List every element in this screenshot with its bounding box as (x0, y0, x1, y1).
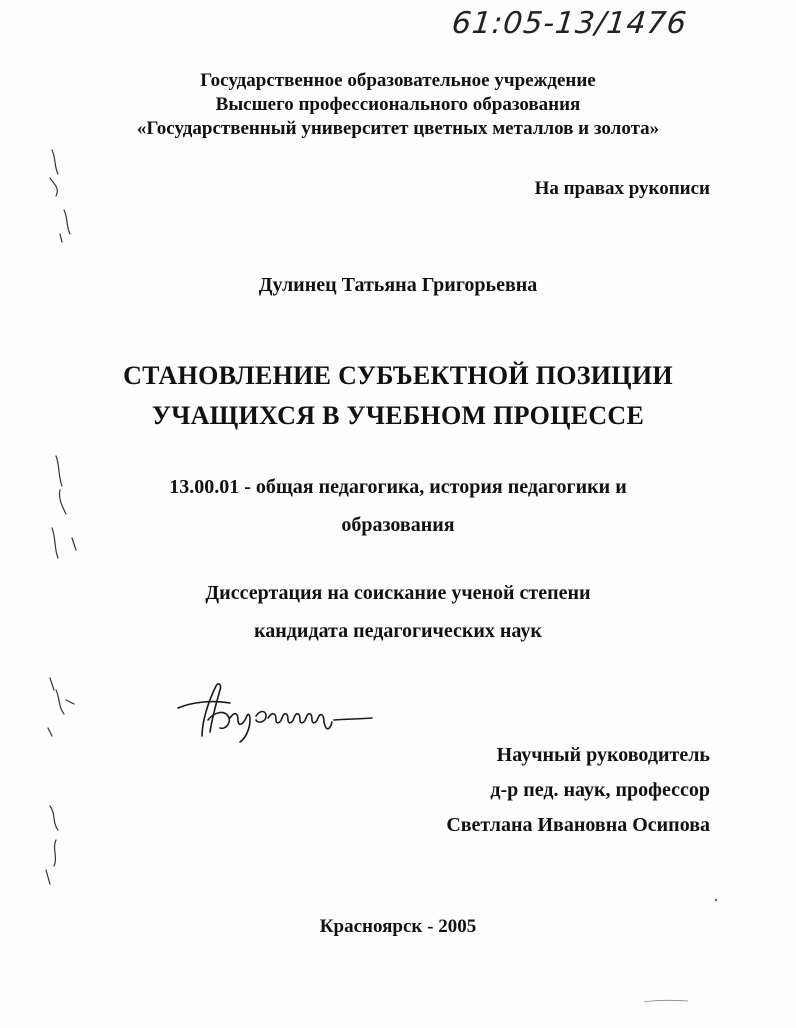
institution-line-1: Государственное образовательное учреждение (200, 70, 596, 91)
degree-line-2: кандидата педагогических наук (254, 620, 542, 642)
supervisor-rank: д-р пед. наук, профессор (490, 779, 710, 801)
margin-scan-marks (30, 130, 100, 910)
scan-speck (642, 994, 692, 1008)
dissertation-title-line-1: СТАНОВЛЕНИЕ СУБЪЕКТНОЙ ПОЗИЦИИ (123, 361, 673, 390)
archive-number-handwritten: 61:05-13/1476 (450, 6, 689, 41)
author-signature (172, 676, 382, 746)
degree-line-1: Диссертация на соискание ученой степени (205, 582, 591, 604)
institution-line-3: «Государственный университет цветных металлов и золота» (136, 118, 660, 139)
dissertation-title-line-2: УЧАЩИХСЯ В УЧЕБНОМ ПРОЦЕССЕ (151, 401, 645, 430)
supervisor-role: Научный руководитель (496, 744, 710, 766)
scan-dot (712, 896, 720, 904)
manuscript-note: На правах рукописи (534, 178, 710, 199)
specialty-line-1: 13.00.01 - общая педагогика, история педагогики и (169, 476, 627, 498)
institution-line-2: Высшего профессионального образования (215, 94, 581, 115)
supervisor-name: Светлана Ивановна Осипова (446, 814, 710, 836)
city-year: Красноярск - 2005 (319, 916, 477, 937)
specialty-line-2: образования (341, 514, 455, 536)
author-name: Дулинец Татьяна Григорьевна (258, 274, 538, 296)
